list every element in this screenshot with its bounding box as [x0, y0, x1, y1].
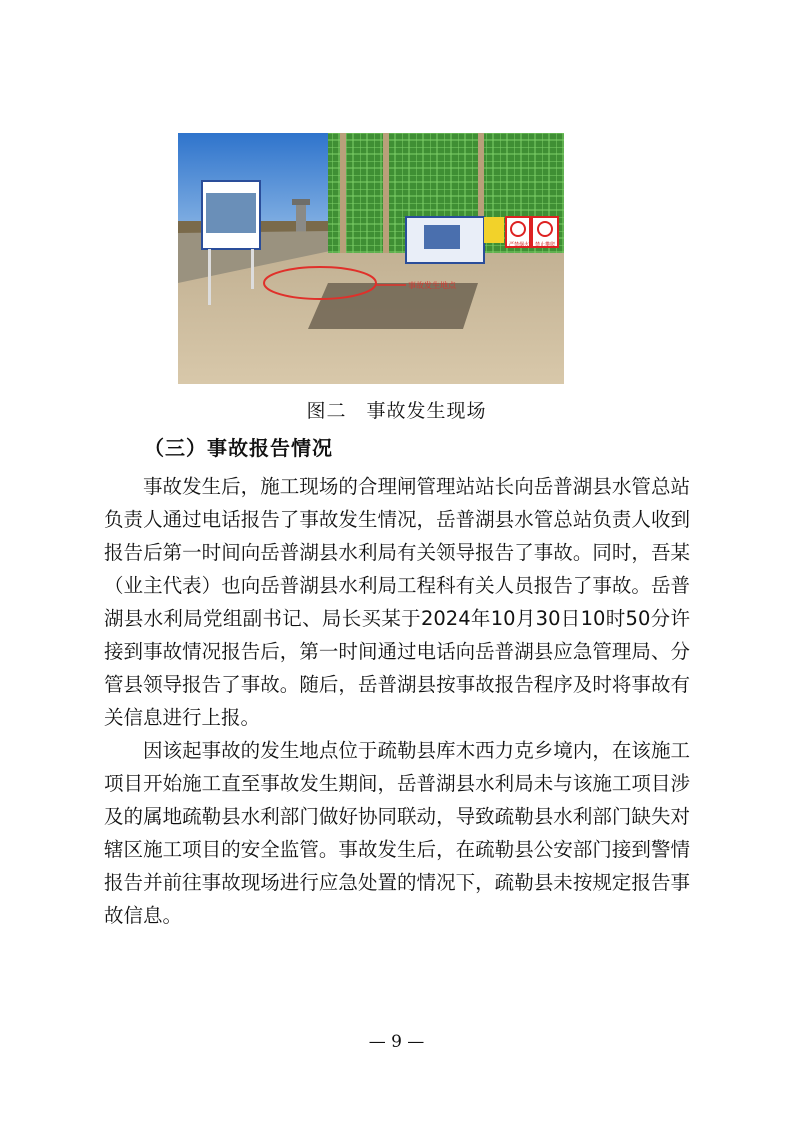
sign-label-fire: 严禁烟火: [508, 242, 530, 248]
section-body: [104, 470, 690, 932]
figure-caption: 图二 事故发生现场: [306, 400, 487, 422]
accident-scene-photo: [178, 133, 564, 384]
paragraph: 因该起事故的发生地点位于疏勒县库木西力克乡境内，在该施工项目开始施工直至事故发生期间，岳普湖县水利局未与该施工项目涉及的属地疏勒县水利部门做好协同联动，导致疏勒县水利部门缺失对辖区施工项目的安全监管。事故发生后，在疏勒县公安部门接到警情报告并前往事故现场进行应急处置的情况下，疏勒县未按规定报告事故信息。: [104, 739, 690, 927]
section-heading: （三）事故报告情况: [144, 436, 333, 460]
sign-label-climb: 禁止攀爬: [534, 242, 556, 248]
site-label: 事故发生地点: [408, 281, 456, 290]
paragraph: 事故发生后，施工现场的合理闸管理站站长向岳普湖县水管总站负责人通过电话报告了事故发生情况，岳普湖县水管总站负责人收到报告后第一时间向岳普湖县水利局有关领导报告了事故。同时，吾某（业主代表）也向岳普湖县水利局工程科有关人员报告了事故。岳普湖县水利局党组副书记、局长买某于2024年10月30日10时50分许接到事故情况报告后，第一时间通过电话向岳普湖县应急管理局、分管县领导报告了事故。随后，岳普湖县按事故报告程序及时将事故有关信息进行上报。: [104, 475, 690, 729]
page-number: — 9 —: [368, 1032, 425, 1052]
